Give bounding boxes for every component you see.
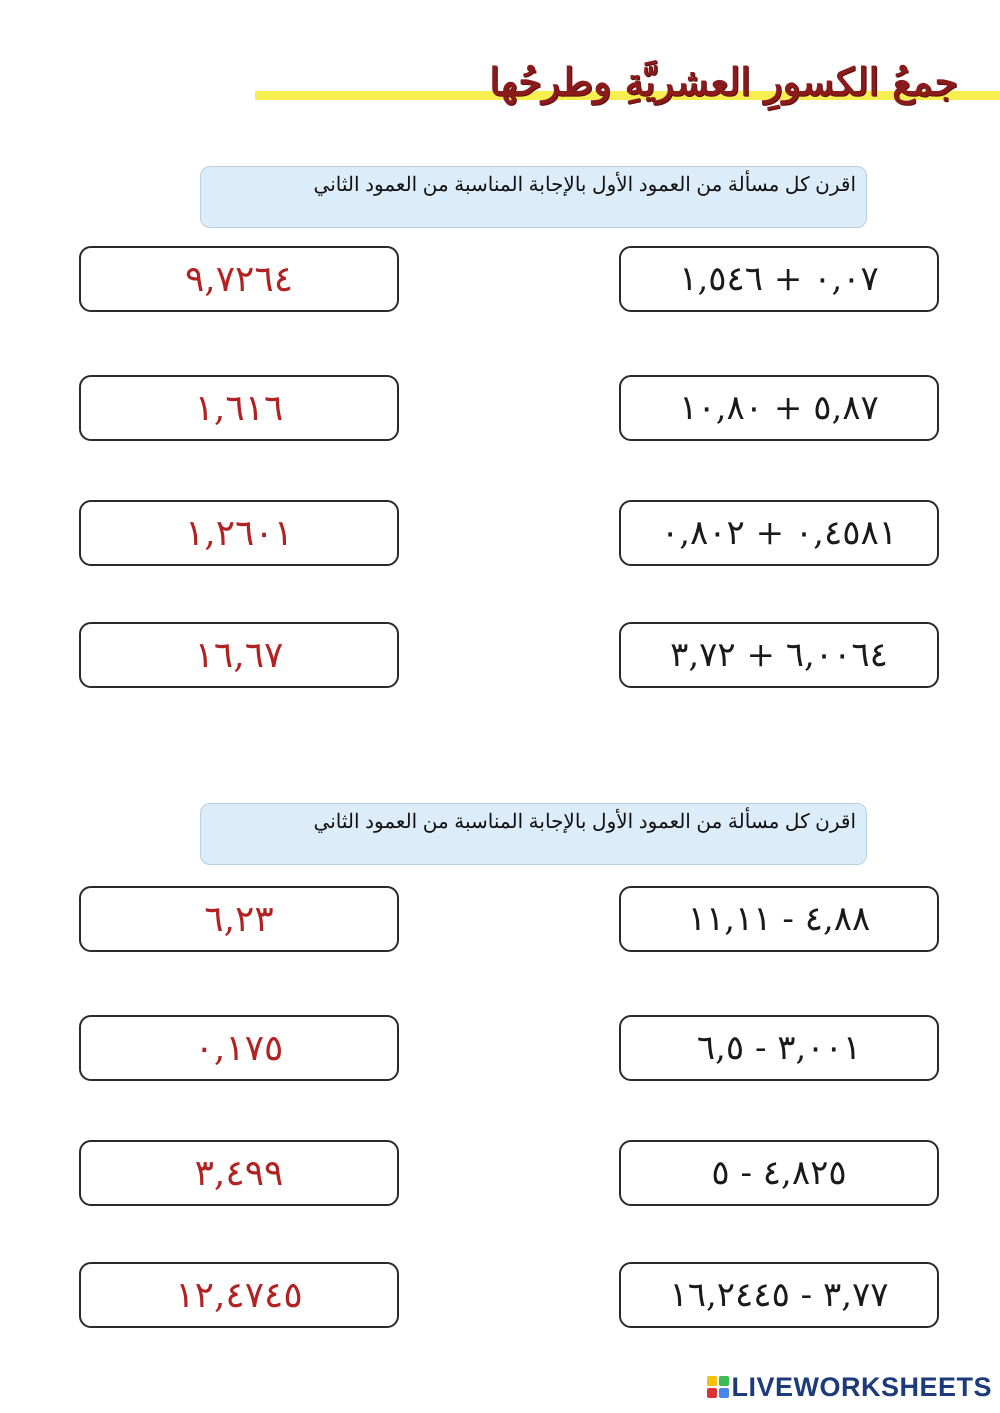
answer-box[interactable]: ٩,٧٢٦٤	[79, 246, 399, 312]
instruction-box-1: اقرن كل مسألة من العمود الأول بالإجابة المناسبة من العمود الثاني	[200, 166, 867, 228]
problem-box[interactable]: ٥,٨٧ + ١٠,٨٠	[619, 375, 939, 441]
problem-box[interactable]: ٣,٧٧ - ١٦,٢٤٤٥	[619, 1262, 939, 1328]
problem-box[interactable]: ٣,٠٠١ - ٦,٥	[619, 1015, 939, 1081]
liveworksheets-logo-icon	[707, 1376, 729, 1398]
answer-box[interactable]: ١,٦١٦	[79, 375, 399, 441]
answer-box[interactable]: ٠,١٧٥	[79, 1015, 399, 1081]
brand-text: LIVEWORKSHEETS	[731, 1371, 992, 1402]
problem-box[interactable]: ٤,٨٢٥ - ٥	[619, 1140, 939, 1206]
problem-box[interactable]: ٦,٠٠٦٤ + ٣,٧٢	[619, 622, 939, 688]
logo-square	[719, 1388, 729, 1398]
problem-box[interactable]: ٤,٨٨ - ١١,١١	[619, 886, 939, 952]
logo-square	[707, 1376, 717, 1386]
problem-box[interactable]: ٠,٠٧ + ١,٥٤٦	[619, 246, 939, 312]
answer-box[interactable]: ١٦,٦٧	[79, 622, 399, 688]
logo-square	[707, 1388, 717, 1398]
problem-box[interactable]: ٠,٤٥٨١ + ٠,٨٠٢	[619, 500, 939, 566]
answer-box[interactable]: ٣,٤٩٩	[79, 1140, 399, 1206]
liveworksheets-footer	[707, 1369, 992, 1405]
instruction-box-2: اقرن كل مسألة من العمود الأول بالإجابة المناسبة من العمود الثاني	[200, 803, 867, 865]
answer-box[interactable]: ١,٢٦٠١	[79, 500, 399, 566]
logo-square	[719, 1376, 729, 1386]
answer-box[interactable]: ٦,٢٣	[79, 886, 399, 952]
answer-box[interactable]: ١٢,٤٧٤٥	[79, 1262, 399, 1328]
page-title: جمعُ الكسورِ العشريَّةِ وطرحُها	[489, 59, 958, 104]
